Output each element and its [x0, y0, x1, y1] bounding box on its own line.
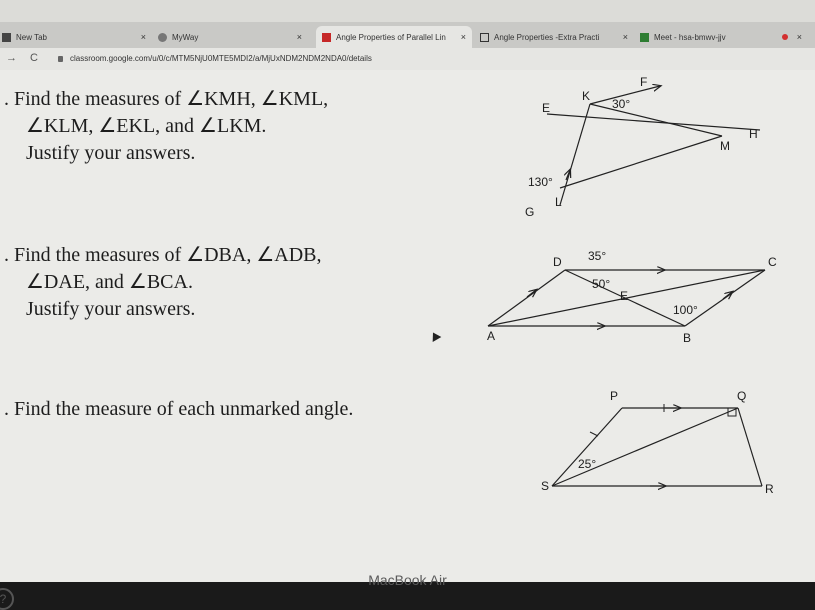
angle-label: 100° — [673, 303, 698, 317]
recording-dot-icon — [782, 34, 788, 40]
tab-icon — [322, 33, 331, 42]
close-icon[interactable]: × — [460, 32, 466, 42]
point-label: E — [620, 289, 629, 303]
tab-label: Angle Properties -Extra Practi — [494, 32, 600, 42]
problem-line: . Find the measures of ∠KMH, ∠KML, — [4, 88, 329, 110]
tab-angle-properties[interactable] — [316, 26, 472, 48]
point-label: K — [582, 89, 591, 103]
tab-myway[interactable] — [158, 26, 308, 48]
tab-new-tab[interactable] — [2, 26, 152, 48]
problem-line: . Find the measures of ∠DBA, ∠ADB, — [4, 244, 322, 266]
tab-label: Meet - hsa-bmwv-jjv — [654, 32, 726, 42]
close-icon[interactable]: × — [140, 32, 146, 42]
point-label: H — [749, 127, 758, 141]
point-label: F — [640, 75, 648, 89]
problem-line: Justify your answers. — [26, 298, 196, 320]
problem-line: . Find the measure of each unmarked angle. — [4, 398, 354, 420]
tab-label: Angle Properties of Parallel Lin — [336, 32, 446, 42]
problem-line: ∠KLM, ∠EKL, and ∠LKM. — [26, 115, 267, 137]
angle-label: 30° — [612, 97, 631, 111]
figure-1 — [525, 75, 760, 219]
figure-2 — [487, 249, 777, 345]
address-bar — [0, 48, 815, 70]
tab-meet[interactable] — [640, 26, 808, 48]
tab-label: MyWay — [172, 32, 199, 42]
laptop-brand: MacBook Air — [368, 572, 447, 588]
point-label: R — [765, 482, 774, 496]
figure-3 — [541, 389, 774, 496]
problem-line: ∠DAE, and ∠BCA. — [26, 271, 193, 293]
reload-icon[interactable]: C — [30, 52, 38, 64]
angle-label: 130° — [528, 175, 553, 189]
point-label: L — [555, 195, 562, 209]
close-icon[interactable]: × — [296, 32, 302, 42]
point-label: B — [683, 331, 692, 345]
point-label: E — [542, 101, 551, 115]
angle-label: 35° — [588, 249, 607, 263]
point-label: P — [610, 389, 619, 403]
point-label: S — [541, 479, 550, 493]
page-content — [0, 70, 815, 606]
url-field[interactable]: classroom.google.com/u/0/c/MTM5NjU0MTE5MDI2/a/MjUxNDM2NDM2NDA0/details — [70, 54, 372, 63]
point-label: D — [553, 255, 562, 269]
help-icon[interactable]: ? — [0, 588, 14, 610]
problem-line: Justify your answers. — [26, 142, 196, 164]
point-label: M — [720, 139, 730, 153]
tab-icon — [2, 33, 11, 42]
tab-bar — [0, 22, 815, 48]
point-label: Q — [737, 389, 747, 403]
angle-label: 25° — [578, 457, 597, 471]
tab-extra-practice[interactable] — [480, 26, 634, 48]
close-icon[interactable]: × — [796, 32, 802, 42]
doc-icon — [480, 33, 489, 42]
point-label: A — [487, 329, 496, 343]
point-label: C — [768, 255, 777, 269]
meet-icon — [640, 33, 649, 42]
point-label: G — [525, 205, 535, 219]
forward-icon[interactable]: → — [6, 52, 17, 64]
tab-label: New Tab — [16, 32, 47, 42]
close-icon[interactable]: × — [622, 32, 628, 42]
figures — [0, 70, 815, 582]
angle-label: 50° — [592, 277, 611, 291]
myway-icon — [158, 33, 167, 42]
lock-icon — [58, 56, 63, 62]
